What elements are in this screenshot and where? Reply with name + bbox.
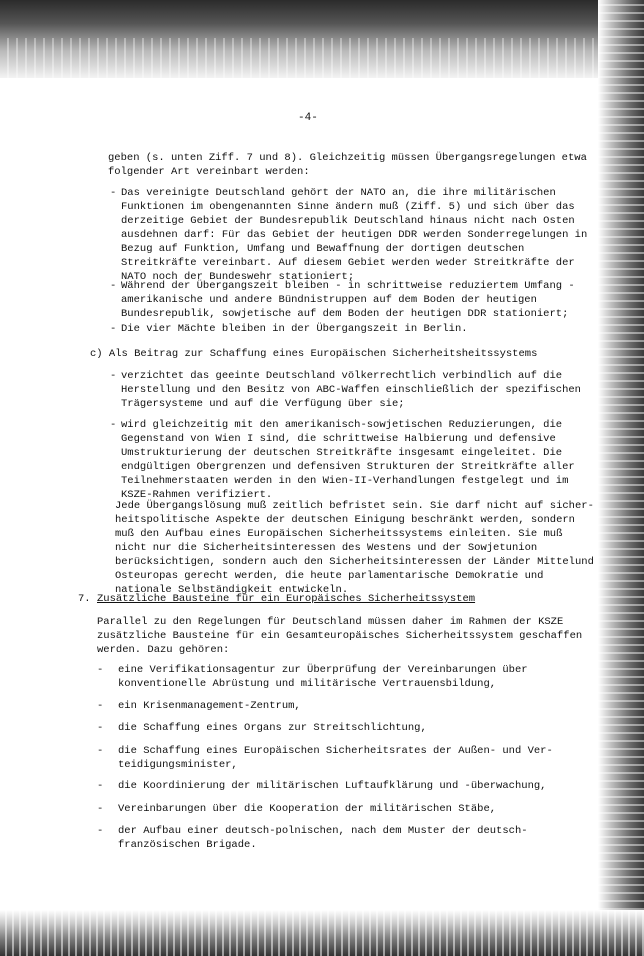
bullet-line: Streitkräfte vereinbart. Auf diesem Gebiet werden weder Streitkräfte der xyxy=(121,257,575,269)
paragraph-line: nicht nur die Sicherheitsinteressen des Westens und der Sowjetunion xyxy=(115,542,538,554)
list-marker: - xyxy=(97,780,104,792)
intro-line: folgender Art vereinbart werden: xyxy=(108,166,310,178)
paragraph-line: nationale Selbständigkeit entwickeln. xyxy=(115,584,349,596)
page-number: -4- xyxy=(298,112,318,124)
list-item: die Koordinierung der militärischen Luftaufklärung und -überwachung, xyxy=(118,780,547,792)
list-marker: - xyxy=(97,664,104,676)
section-intro-line: zusätzliche Bausteine für ein Gesamteuropäisches Sicherheitssystem geschaffen xyxy=(97,630,583,642)
bullet-line: Umstrukturierung der deutschen Streitkräfte insgesamt eingeleitet. Die xyxy=(121,447,563,459)
list-marker: - xyxy=(97,745,104,757)
bullet-line: ausdehnen darf: Für das Gebiet der heutigen DDR werden Sonderregelungen in xyxy=(121,229,588,241)
bullet-marker: - xyxy=(110,370,117,382)
list-item: die Schaffung eines Europäischen Sicherheitsrates der Außen- und Ver- xyxy=(118,745,553,757)
list-item: Vereinbarungen über die Kooperation der militärischen Stäbe, xyxy=(118,803,497,815)
list-item: eine Verifikationsagentur zur Überprüfung der Vereinbarungen über xyxy=(118,664,528,676)
list-marker: - xyxy=(97,803,104,815)
bullet-marker: - xyxy=(110,280,117,292)
bullet-line: Herstellung und den Besitz von ABC-Waffen einschließlich der spezifischen xyxy=(121,384,581,396)
bullet-line: KSZE-Rahmen verifiziert. xyxy=(121,489,273,501)
paragraph-line: muß den Aufbau eines Europäischen Sicherheitssystems einleiten. Sie muß xyxy=(115,528,563,540)
bullet-line: Gegenstand von Wien I sind, die schrittweise Halbierung und defensive xyxy=(121,433,556,445)
bullet-line: Die vier Mächte bleiben in der Übergangszeit in Berlin. xyxy=(121,323,468,335)
list-item: die Schaffung eines Organs zur Streitschlichtung, xyxy=(118,722,427,734)
list-marker: - xyxy=(97,825,104,837)
list-marker: - xyxy=(97,700,104,712)
bullet-marker: - xyxy=(110,323,117,335)
list-marker: - xyxy=(97,722,104,734)
list-item: französischen Brigade. xyxy=(118,839,257,851)
paragraph-line: Osteuropas gerecht werden, die heute parlamentarische Demokratie und xyxy=(115,570,544,582)
bullet-line: endgültigen Obergrenzen und defensiven Strukturen der Streitkräfte aller xyxy=(121,461,575,473)
paragraph-line: heitspolitische Aspekte der deutschen Einigung beschränkt werden, sondern xyxy=(115,514,575,526)
bullet-line: Bezug auf Funktion, Umfang und Bewaffnung der dortigen deutschen xyxy=(121,243,525,255)
bullet-line: NATO noch der Bundeswehr stationiert; xyxy=(121,271,355,283)
intro-line: geben (s. unten Ziff. 7 und 8). Gleichzeitig müssen Übergangsregelungen etwa xyxy=(108,152,587,164)
bullet-line: verzichtet das geeinte Deutschland völkerrechtlich verbindlich auf die xyxy=(121,370,563,382)
bullet-line: Teilnehmerstaaten werden in den Wien-II-Verhandlungen festgelegt und im xyxy=(121,475,569,487)
bullet-marker: - xyxy=(110,419,117,431)
paragraph-line: berücksichtigen, sondern auch den Sicherheitsinteressen der Länder Mittelund xyxy=(115,556,594,568)
bullet-line: Trägersysteme und auf die Verfügung über sie; xyxy=(121,398,405,410)
section-c-heading: c) Als Beitrag zur Schaffung eines Europäischen Sicherheitsheitssystems xyxy=(90,348,538,360)
section-intro-line: werden. Dazu gehören: xyxy=(97,644,230,656)
section-intro-line: Parallel zu den Regelungen für Deutschland müssen daher im Rahmen der KSZE xyxy=(97,616,564,628)
paragraph-line: Jede Übergangslösung muß zeitlich befristet sein. Sie darf nicht auf sicher- xyxy=(115,500,594,512)
bullet-line: Das vereinigte Deutschland gehört der NATO an, die ihre militärischen xyxy=(121,187,556,199)
bullet-line: derzeitige Gebiet der Bundesrepublik Deutschland hinaus nicht nach Osten xyxy=(121,215,575,227)
bullet-line: Während der Übergangszeit bleiben - in schrittweise reduziertem Umfang - xyxy=(121,280,575,292)
list-item: der Aufbau einer deutsch-polnischen, nach dem Muster der deutsch- xyxy=(118,825,528,837)
section-heading: Zusätzliche Bausteine für ein Europäisches Sicherheitssystem xyxy=(97,593,476,605)
bullet-line: amerikanische und andere Bündnistruppen auf dem Boden der heutigen xyxy=(121,294,537,306)
bullet-line: wird gleichzeitig mit den amerikanisch-sowjetischen Reduzierungen, die xyxy=(121,419,563,431)
list-item: ein Krisenmanagement-Zentrum, xyxy=(118,700,301,712)
list-item: teidigungsminister, xyxy=(118,759,238,771)
list-item: konventionelle Abrüstung und militärische Vertrauensbildung, xyxy=(118,678,497,690)
section-number: 7. xyxy=(78,593,91,605)
bullet-line: Bundesrepublik, sowjetische auf dem Boden der heutigen DDR stationiert; xyxy=(121,308,569,320)
bullet-marker: - xyxy=(110,187,117,199)
bullet-line: Funktionen im obengenannten Sinne ändern muß (Ziff. 5) und sich über das xyxy=(121,201,575,213)
